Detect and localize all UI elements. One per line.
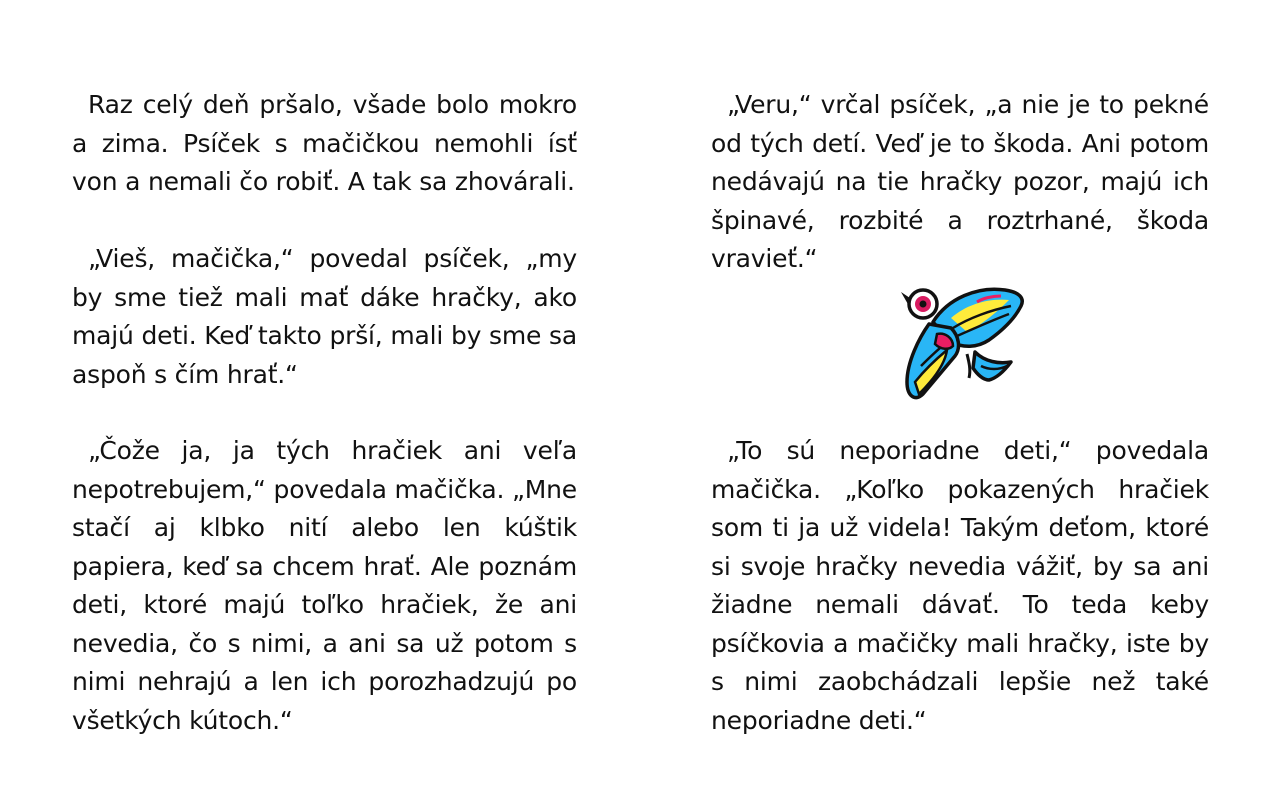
- left-paragraph-2: „Vieš, mačička,“ povedal psíček, „my by sme tiež mali mať dáke hračky, ako majú deti. Keď takto prší, mali by sme sa aspoň s čím hrať.“: [72, 244, 577, 389]
- right-paragraph-2: „To sú neporiadne deti,“ povedala mačička. „Koľko pokazených hračiek som ti ja už videla! Takým deťom, ktoré si svoje hračky nevedia vážiť, by sa ani žiadne nemali dávať. To teda keby psíčkovia a mačičky mali hračky, iste by s nimi zaobchádzali lepšie než také neporiadne deti.“: [711, 436, 1209, 735]
- bird-icon: [893, 278, 1033, 410]
- left-paragraph-1: Raz celý deň pršalo, všade bolo mokro a zima. Psíček s mačičkou nemohli ísť von a nemali čo robiť. A tak sa zhovárali.: [72, 90, 577, 196]
- left-paragraph-3: „Čože ja, ja tých hračiek ani veľa nepotrebujem,“ povedala mačička. „Mne stačí aj klbko nití alebo len kúštik papiera, keď sa chcem hrať. Ale poznám deti, ktoré majú toľko hračiek, že ani nevedia, čo s nimi, a ani sa už potom s nimi nehrajú a len ich porozhadzujú po všetkých kútoch.“: [72, 436, 577, 735]
- right-paragraph-1: „Veru,“ vrčal psíček, „a nie je to pekné od tých detí. Veď je to škoda. Ani potom nedávajú na tie hračky pozor, majú ich špinavé, rozbité a roztrhané, škoda vravieť.“: [711, 90, 1209, 273]
